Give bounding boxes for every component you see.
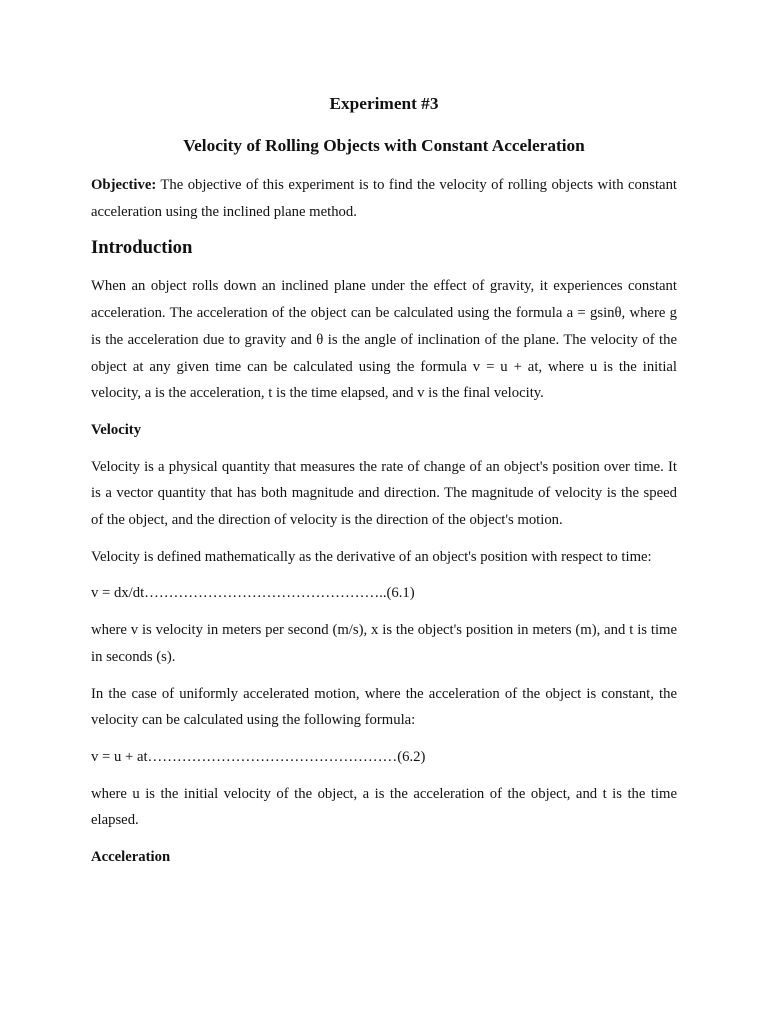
velocity-paragraph-4: In the case of uniformly accelerated motion, where the acceleration of the object is constant, the velocity can be calculated using the following formula: — [91, 685, 677, 729]
velocity-paragraph-2: Velocity is defined mathematically as the derivative of an object's position with respect to time: — [91, 548, 652, 565]
introduction-paragraph: When an object rolls down an inclined plane under the effect of gravity, it experiences constant acceleration. The acceleration of the object can be calculated using the formula a = gsinθ, where g is the acceleration due to gravity and θ is the angle of inclination of the plane. The velocity of the object at any given time can be calculated using the formula v = u + at, where u is the initial velocity, a is the acceleration, t is the time elapsed, and v is the final velocity. — [91, 278, 677, 402]
introduction-heading: Introduction — [91, 237, 193, 259]
velocity-paragraph-3: where v is velocity in meters per second (m/s), x is the object's position in meters (m), and t is time in seconds (s). — [91, 622, 677, 665]
document-title: Experiment #3 — [329, 94, 439, 113]
objective-label: Objective: — [91, 177, 157, 193]
equation-6-2: v = u + at……………………………………………(6.2) — [91, 748, 426, 765]
objective-text: The objective of this experiment is to find the velocity of rolling objects with constant acceleration using the inclined plane method. — [91, 177, 677, 220]
document-page — [91, 91, 677, 881]
equation-6-1: v = dx/dt…………………………………………..(6.1) — [91, 585, 415, 602]
velocity-paragraph-1: Velocity is a physical quantity that measures the rate of change of an object's position over time. It is a vector quantity that has both magnitude and direction. The magnitude of velocity is the speed of the object, and the direction of velocity is the direction of the object's motion. — [91, 458, 677, 529]
document-subtitle: Velocity of Rolling Objects with Constant Acceleration — [183, 136, 585, 155]
objective-paragraph — [91, 172, 677, 225]
acceleration-heading: Acceleration — [91, 849, 171, 866]
velocity-paragraph-5: where u is the initial velocity of the object, a is the acceleration of the object, and t is the time elapsed. — [91, 785, 677, 829]
velocity-heading: Velocity — [91, 421, 142, 438]
